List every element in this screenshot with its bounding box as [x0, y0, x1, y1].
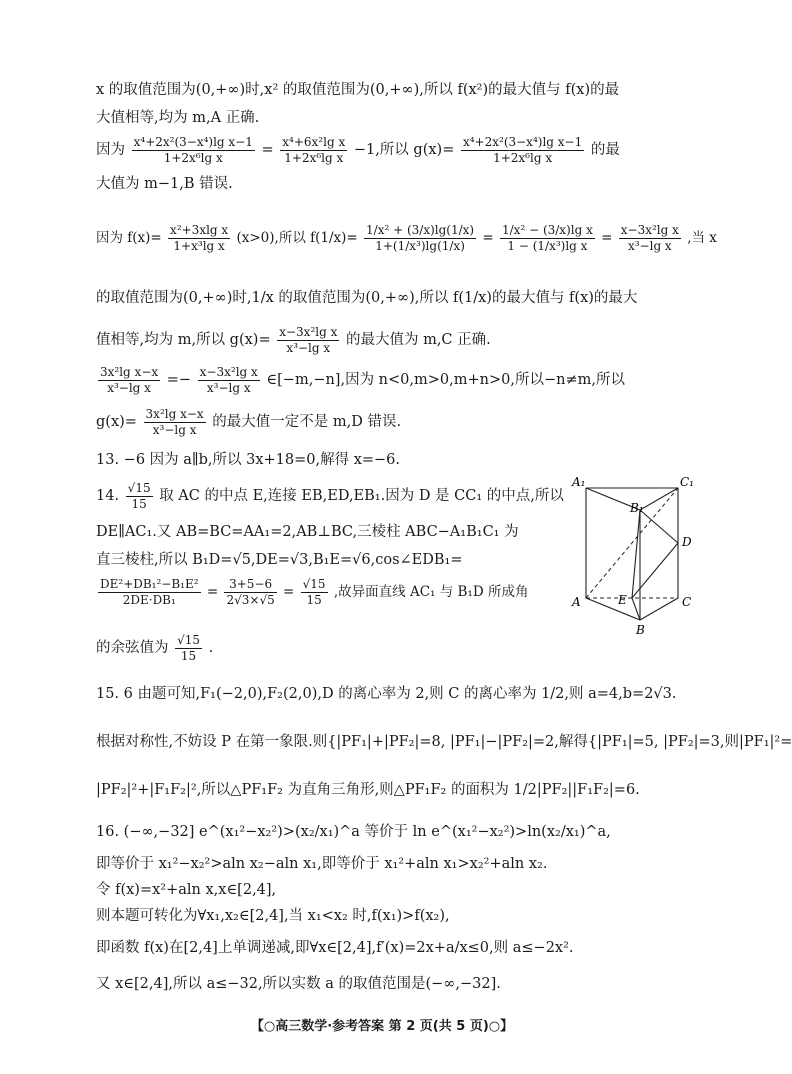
denominator: 15 [306, 593, 322, 607]
text-line: 令 f(x)=x²+aln x,x∈[2,4], [96, 882, 277, 898]
denominator: x³−lg x [286, 340, 331, 355]
text-line: 13. −6 因为 a∥b,所以 3x+18=0,解得 x=−6. [96, 452, 401, 468]
numerator: √15 [177, 632, 201, 647]
denominator: x³−lg x [152, 422, 197, 437]
text-line: DE∥AC₁.又 AB=BC=AA₁=2,AB⊥BC,三棱柱 ABC−A₁B₁C₁ 为 [96, 524, 519, 540]
text: =− [166, 372, 192, 388]
denominator: 1+x³lg x [173, 239, 225, 253]
fraction [277, 325, 339, 356]
formula-line [96, 478, 564, 514]
numerator: 3+5−6 [224, 577, 276, 593]
numerator: x−3x²lg x [620, 223, 679, 237]
numerator: x⁴+2x²(3−x⁴)lg x−1 [462, 134, 583, 149]
prism-figure [560, 474, 710, 639]
text: 因为 [96, 142, 125, 158]
text: = [283, 584, 295, 600]
denominator: 15 [131, 496, 147, 511]
edge-b1c1 [640, 488, 678, 510]
denominator: x³−lg x [627, 239, 672, 253]
text-line: |PF₂|²+|F₁F₂|²,所以△PF₁F₂ 为直角三角形,则△PF₁F₂ 的面积为 1/2|PF₂||F₁F₂|=6. [96, 782, 640, 798]
text-line: 即函数 f(x)在[2,4]上单调递减,即∀x∈[2,4],f′(x)=2x+a/x≤0,则 a≤−2x². [96, 940, 574, 956]
edge-ed [632, 543, 678, 598]
fraction [132, 135, 255, 166]
label-a: A [572, 595, 581, 609]
denominator: x³−lg x [107, 380, 151, 395]
numerator: x−3x²lg x [199, 364, 258, 379]
text-line: x 的取值范围为(0,+∞)时,x² 的取值范围为(0,+∞),所以 f(x²)的最大值与 f(x)的最 [96, 82, 620, 98]
label-c: C [682, 595, 692, 609]
text-line: 又 x∈[2,4],所以 a≤−32,所以实数 a 的取值范围是(−∞,−32]. [96, 976, 501, 992]
fraction [126, 481, 153, 512]
text: . [208, 640, 214, 656]
denominator: 1 − (1/x³)lg x [507, 239, 588, 253]
text-line: 的取值范围为(0,+∞)时,1/x 的取值范围为(0,+∞),所以 f(1/x)的最大值与 f(x)的最大 [96, 290, 638, 306]
fraction [500, 223, 595, 254]
text-line: 根据对称性,不妨设 P 在第一象限.则{|PF₁|+|PF₂|=8, |PF₁|−|PF₂|=2,解得{|PF₁|=5, |PF₂|=3,则|PF₁|²= [96, 734, 792, 750]
edge-eb1 [632, 510, 640, 598]
numerator: √15 [302, 577, 326, 591]
text-line: 16. (−∞,−32] e^(x₁²−x₂²)>(x₂/x₁)^a 等价于 ln e^(x₁²−x₂²)>ln(x₂/x₁)^a, [96, 824, 611, 840]
fraction [301, 577, 328, 608]
numerator: 1/x² + (3/x)lg(1/x) [366, 223, 475, 237]
fraction [619, 223, 681, 254]
numerator: DE²+DB₁²−B₁E² [100, 577, 199, 591]
formula-line [96, 132, 696, 168]
formula-line [96, 574, 554, 610]
numerator: x²+3xlg x [170, 223, 229, 237]
text-line: 大值相等,均为 m,A 正确. [96, 110, 260, 126]
formula-line [96, 210, 717, 266]
fraction [280, 135, 347, 166]
text: 取 AC 的中点 E,连接 EB,ED,EB₁.因为 D 是 CC₁ 的中点,所以 [159, 488, 564, 504]
fraction [175, 633, 202, 664]
numerator: x⁴+6x²lg x [282, 134, 346, 149]
numerator: 3x²lg x−x [145, 406, 204, 421]
fraction [144, 407, 206, 438]
text: = [206, 584, 219, 600]
page-footer: 【○高三数学·参考答案 第 2 页(共 5 页)○】 [250, 1019, 514, 1034]
label-d: D [682, 535, 692, 549]
text: 因为 f(x)= [96, 230, 162, 246]
denominator: 1+2x⁶lg x [284, 150, 344, 165]
text: (x>0),所以 f(1/x)= [236, 230, 358, 246]
text: 14. [96, 488, 120, 504]
text: 的最大值一定不是 m,D 错误. [212, 414, 402, 430]
denominator: x³−lg x [206, 380, 251, 395]
text: 值相等,均为 m,所以 g(x)= [96, 332, 271, 348]
formula-line [96, 322, 696, 358]
label-e: E [618, 593, 627, 607]
denominator: 2√3×√5 [226, 593, 275, 607]
text-line: 大值为 m−1,B 错误. [96, 176, 233, 192]
text-line: 15. 6 由题可知,F₁(−2,0),F₂(2,0),D 的离心率为 2,则 C 的离心率为 1/2,则 a=4,b=2√3. [96, 686, 677, 702]
text: = [261, 142, 274, 158]
fraction [168, 223, 230, 254]
numerator: x⁴+2x²(3−x⁴)lg x−1 [133, 134, 253, 149]
label-b1: B₁ [630, 501, 644, 515]
text: ∈[−m,−n],因为 n<0,m>0,m+n>0,所以−n≠m,所以 [266, 372, 625, 388]
numerator: 1/x² − (3/x)lg x [502, 223, 593, 237]
fraction [364, 223, 476, 254]
fraction [461, 135, 584, 166]
text: ,故异面直线 AC₁ 与 B₁D 所成角 [333, 584, 529, 600]
text: = [482, 230, 494, 246]
numerator: √15 [127, 480, 151, 495]
denominator: 1+2x⁶lg x [163, 150, 223, 165]
text: ,当 x [687, 230, 717, 246]
denominator: 15 [180, 648, 197, 663]
text: 的最 [590, 142, 620, 158]
formula-line [96, 404, 696, 440]
fraction [198, 365, 260, 396]
fraction [224, 577, 276, 608]
numerator: 3x²lg x−x [100, 364, 159, 379]
text-line: 则本题可转化为∀x₁,x₂∈[2,4],当 x₁<x₂ 时,f(x₁)>f(x₂), [96, 908, 450, 924]
formula-line [96, 362, 696, 398]
text: g(x)= [96, 414, 137, 430]
text: = [601, 230, 613, 246]
text-line: 直三棱柱,所以 B₁D=√5,DE=√3,B₁E=√6,cos∠EDB₁= [96, 552, 463, 568]
label-b: B [636, 623, 645, 637]
text-line: 即等价于 x₁²−x₂²>aln x₂−aln x₁,即等价于 x₁²+aln x₁>x₂²+aln x₂. [96, 856, 548, 872]
text: 的最大值为 m,C 正确. [345, 332, 491, 348]
numerator: x−3x²lg x [279, 324, 338, 339]
fraction [98, 577, 201, 608]
denominator: 2DE·DB₁ [122, 593, 176, 607]
fraction [98, 365, 160, 396]
denominator: 1+(1/x³)lg(1/x) [375, 239, 465, 253]
text: −1,所以 g(x)= [353, 142, 455, 158]
label-c1: C₁ [680, 475, 694, 489]
denominator: 1+2x⁶lg x [493, 150, 553, 165]
text: 的余弦值为 [96, 640, 169, 656]
label-a1: A₁ [572, 475, 586, 489]
